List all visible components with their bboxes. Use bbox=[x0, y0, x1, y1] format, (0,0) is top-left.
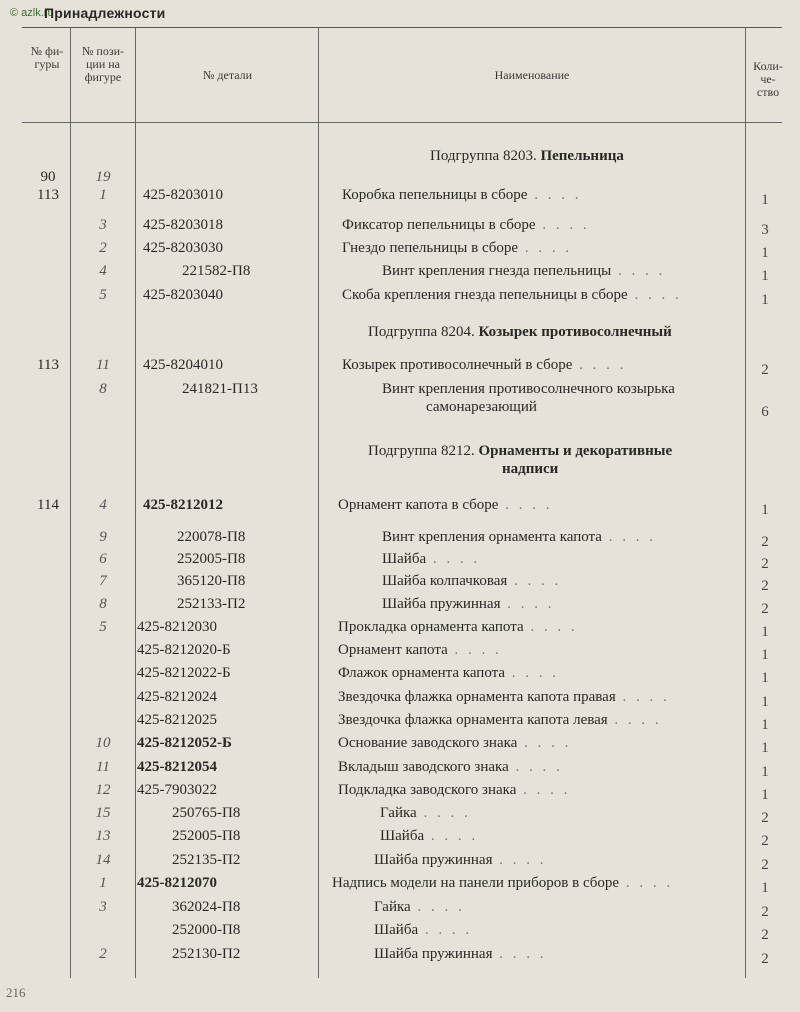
part-number: 425-8212025 bbox=[137, 712, 217, 728]
part-number: 252133-П2 bbox=[177, 596, 246, 612]
pos-number: 1 bbox=[99, 187, 107, 203]
subgroup-heading: Подгруппа 8203. Пепельница bbox=[430, 148, 624, 164]
part-number: 365120-П8 bbox=[177, 573, 246, 589]
part-name-text: Прокладка орнамента капота bbox=[338, 619, 524, 635]
fig-number: 114 bbox=[37, 497, 59, 513]
part-name: Гайка . . . . bbox=[374, 899, 465, 915]
part-number: 425-8212022-Б bbox=[137, 665, 231, 681]
part-name: Прокладка орнамента капота . . . . bbox=[338, 619, 578, 635]
part-number: 425-8212054 bbox=[137, 759, 217, 775]
quantity: 1 bbox=[761, 268, 769, 284]
part-name: Орнамент капота в сборе . . . . bbox=[338, 497, 553, 513]
pos-number: 4 bbox=[99, 497, 107, 513]
header-name: Наименование bbox=[494, 68, 570, 82]
section-title: Принадлежности bbox=[44, 5, 166, 21]
part-name: Гайка . . . . bbox=[380, 805, 471, 821]
part-number: 425-8212020-Б bbox=[137, 642, 231, 658]
part-name: Подкладка заводского знака . . . . bbox=[338, 782, 571, 798]
quantity: 1 bbox=[761, 764, 769, 780]
part-name: Фиксатор пепельницы в сборе . . . . bbox=[342, 217, 590, 233]
part-number: 425-7903022 bbox=[137, 782, 217, 798]
part-name: Коробка пепельницы в сборе . . . . bbox=[342, 187, 582, 203]
quantity: 2 bbox=[761, 578, 769, 594]
pos-number: 8 bbox=[99, 381, 107, 397]
pos-number: 5 bbox=[99, 287, 107, 303]
pos-number: 11 bbox=[96, 357, 110, 373]
subgroup-heading: Подгруппа 8204. Козырек противосолнечный bbox=[368, 324, 672, 340]
quantity: 1 bbox=[761, 245, 769, 261]
part-name-text: Козырек противосолнечный в сборе bbox=[342, 357, 573, 373]
part-name: Скоба крепления гнезда пепельницы в сборе . . . . bbox=[342, 287, 682, 303]
quantity: 1 bbox=[761, 192, 769, 208]
part-name: Шайба . . . . bbox=[374, 922, 473, 938]
quantity: 1 bbox=[761, 647, 769, 663]
part-number: 425-8203010 bbox=[143, 187, 223, 203]
header-fig-no: № фи- гуры bbox=[30, 44, 64, 71]
part-number: 425-8212012 bbox=[143, 497, 223, 513]
pos-number: 9 bbox=[99, 529, 107, 545]
column-rule bbox=[318, 28, 319, 978]
watermark: © azlk.ru bbox=[10, 7, 54, 19]
part-name: Шайба пружинная . . . . bbox=[374, 946, 547, 962]
column-rule bbox=[70, 28, 71, 978]
quantity: 2 bbox=[761, 951, 769, 967]
quantity: 2 bbox=[761, 904, 769, 920]
part-name-text: Шайба bbox=[382, 551, 427, 567]
header-part-no: № детали bbox=[202, 68, 253, 82]
quantity: 3 bbox=[761, 222, 769, 238]
part-number: 425-8203030 bbox=[143, 240, 223, 256]
part-name: Орнамент капота . . . . bbox=[338, 642, 502, 658]
table-top-rule bbox=[22, 27, 782, 28]
part-name-text: Надпись модели на панели приборов в сборе bbox=[332, 875, 620, 891]
pos-number: 12 bbox=[95, 782, 111, 798]
part-name-text: Вкладыш заводского знака bbox=[338, 759, 509, 775]
fig-number: 90 bbox=[40, 169, 56, 185]
quantity: 1 bbox=[761, 694, 769, 710]
pos-number: 10 bbox=[95, 735, 111, 751]
pos-number: 3 bbox=[99, 217, 107, 233]
column-rule bbox=[135, 28, 136, 978]
part-name-text: Орнамент капота bbox=[338, 642, 448, 658]
part-name-text: Скоба крепления гнезда пепельницы в сборе bbox=[342, 287, 628, 303]
quantity: 2 bbox=[761, 833, 769, 849]
part-number: 241821-П13 bbox=[182, 381, 258, 397]
part-name-text: Подкладка заводского знака bbox=[338, 782, 517, 798]
part-number: 425-8204010 bbox=[143, 357, 223, 373]
pos-number: 11 bbox=[96, 759, 110, 775]
header-rule bbox=[22, 122, 782, 123]
part-name: Винт крепления гнезда пепельницы . . . . bbox=[382, 263, 666, 279]
fig-number: 113 bbox=[37, 187, 59, 203]
pos-number: 7 bbox=[99, 573, 107, 589]
part-name-text: Шайба колпачковая bbox=[382, 573, 508, 589]
part-name-text: Гнездо пепельницы в сборе bbox=[342, 240, 519, 256]
part-name: Шайба пружинная . . . . bbox=[382, 596, 555, 612]
part-name: Шайба колпачковая . . . . bbox=[382, 573, 562, 589]
part-name-text: Шайба bbox=[380, 828, 425, 844]
part-name: Шайба пружинная . . . . bbox=[374, 852, 547, 868]
part-name-text: Фиксатор пепельницы в сборе bbox=[342, 217, 536, 233]
part-name-text: Винт крепления орнамента капота bbox=[382, 529, 602, 545]
part-name-text: Звездочка флажка орнамента капота правая bbox=[338, 689, 616, 705]
part-name: Козырек противосолнечный в сборе . . . . bbox=[342, 357, 627, 373]
part-name-text: Флажок орнамента капота bbox=[338, 665, 506, 681]
part-name: Шайба . . . . bbox=[380, 828, 479, 844]
page-number: 216 bbox=[6, 985, 26, 1000]
part-number: 425-8212024 bbox=[137, 689, 217, 705]
part-number: 252135-П2 bbox=[172, 852, 241, 868]
part-name-text: Шайба bbox=[374, 922, 419, 938]
part-number: 425-8212030 bbox=[137, 619, 217, 635]
pos-number: 2 bbox=[99, 946, 107, 962]
part-number: 221582-П8 bbox=[182, 263, 251, 279]
quantity: 6 bbox=[761, 404, 769, 420]
pos-number: 13 bbox=[95, 828, 111, 844]
pos-number: 5 bbox=[99, 619, 107, 635]
quantity: 1 bbox=[761, 740, 769, 756]
quantity: 1 bbox=[761, 292, 769, 308]
part-name-text: Коробка пепельницы в сборе bbox=[342, 187, 528, 203]
quantity: 2 bbox=[761, 362, 769, 378]
quantity: 2 bbox=[761, 534, 769, 550]
part-name: Основание заводского знака . . . . bbox=[338, 735, 572, 751]
part-name-text: Шайба пружинная bbox=[382, 596, 501, 612]
pos-number: 2 bbox=[99, 240, 107, 256]
part-name-text: Винт крепления противосолнечного козырька bbox=[382, 381, 675, 397]
part-name-text: Звездочка флажка орнамента капота левая bbox=[338, 712, 608, 728]
part-number: 252005-П8 bbox=[172, 828, 241, 844]
fig-number: 113 bbox=[37, 357, 59, 373]
part-number: 425-8203040 bbox=[143, 287, 223, 303]
part-name: Звездочка флажка орнамента капота правая . . . . bbox=[338, 689, 670, 705]
part-name-text: Орнамент капота в сборе bbox=[338, 497, 499, 513]
column-rule bbox=[745, 28, 746, 978]
part-name-text: Шайба пружинная bbox=[374, 946, 493, 962]
quantity: 1 bbox=[761, 502, 769, 518]
pos-number: 19 bbox=[95, 169, 111, 185]
quantity: 1 bbox=[761, 880, 769, 896]
part-name-text: Гайка bbox=[374, 899, 411, 915]
part-number: 252000-П8 bbox=[172, 922, 241, 938]
quantity: 2 bbox=[761, 556, 769, 572]
header-pos-no: № пози- ции на фигуре bbox=[81, 44, 125, 84]
quantity: 1 bbox=[761, 717, 769, 733]
part-number: 425-8203018 bbox=[143, 217, 223, 233]
quantity: 1 bbox=[761, 624, 769, 640]
quantity: 1 bbox=[761, 787, 769, 803]
header-qty: Коли- че- ство bbox=[753, 59, 783, 99]
part-name: Шайба . . . . bbox=[382, 551, 481, 567]
part-number: 425-8212070 bbox=[137, 875, 217, 891]
part-name: Гнездо пепельницы в сборе . . . . bbox=[342, 240, 573, 256]
part-name: Звездочка флажка орнамента капота левая . . . . bbox=[338, 712, 662, 728]
subgroup-heading: Подгруппа 8212. Орнаменты и декоративные bbox=[368, 443, 673, 459]
part-number: 220078-П8 bbox=[177, 529, 246, 545]
pos-number: 1 bbox=[99, 875, 107, 891]
pos-number: 15 bbox=[95, 805, 111, 821]
part-number: 252005-П8 bbox=[177, 551, 246, 567]
part-name: Вкладыш заводского знака . . . . bbox=[338, 759, 563, 775]
part-name-text: Основание заводского знака bbox=[338, 735, 518, 751]
part-name: Винт крепления орнамента капота . . . . bbox=[382, 529, 656, 545]
pos-number: 3 bbox=[99, 899, 107, 915]
part-name-cont: самонарезающий bbox=[426, 399, 537, 415]
pos-number: 6 bbox=[99, 551, 107, 567]
subgroup-heading-cont: надписи bbox=[502, 461, 559, 477]
quantity: 2 bbox=[761, 810, 769, 826]
quantity: 2 bbox=[761, 927, 769, 943]
quantity: 2 bbox=[761, 601, 769, 617]
pos-number: 8 bbox=[99, 596, 107, 612]
part-name-text: Гайка bbox=[380, 805, 417, 821]
pos-number: 4 bbox=[99, 263, 107, 279]
quantity: 1 bbox=[761, 670, 769, 686]
part-number: 252130-П2 bbox=[172, 946, 241, 962]
part-number: 250765-П8 bbox=[172, 805, 241, 821]
part-name-text: Винт крепления гнезда пепельницы bbox=[382, 263, 612, 279]
pos-number: 14 bbox=[95, 852, 111, 868]
part-name: Надпись модели на панели приборов в сборе . . . . bbox=[332, 875, 674, 891]
part-name: Флажок орнамента капота . . . . bbox=[338, 665, 560, 681]
part-number: 362024-П8 bbox=[172, 899, 241, 915]
part-name bbox=[382, 380, 675, 398]
quantity: 2 bbox=[761, 857, 769, 873]
part-number: 425-8212052-Б bbox=[137, 735, 232, 751]
part-name-text: Шайба пружинная bbox=[374, 852, 493, 868]
